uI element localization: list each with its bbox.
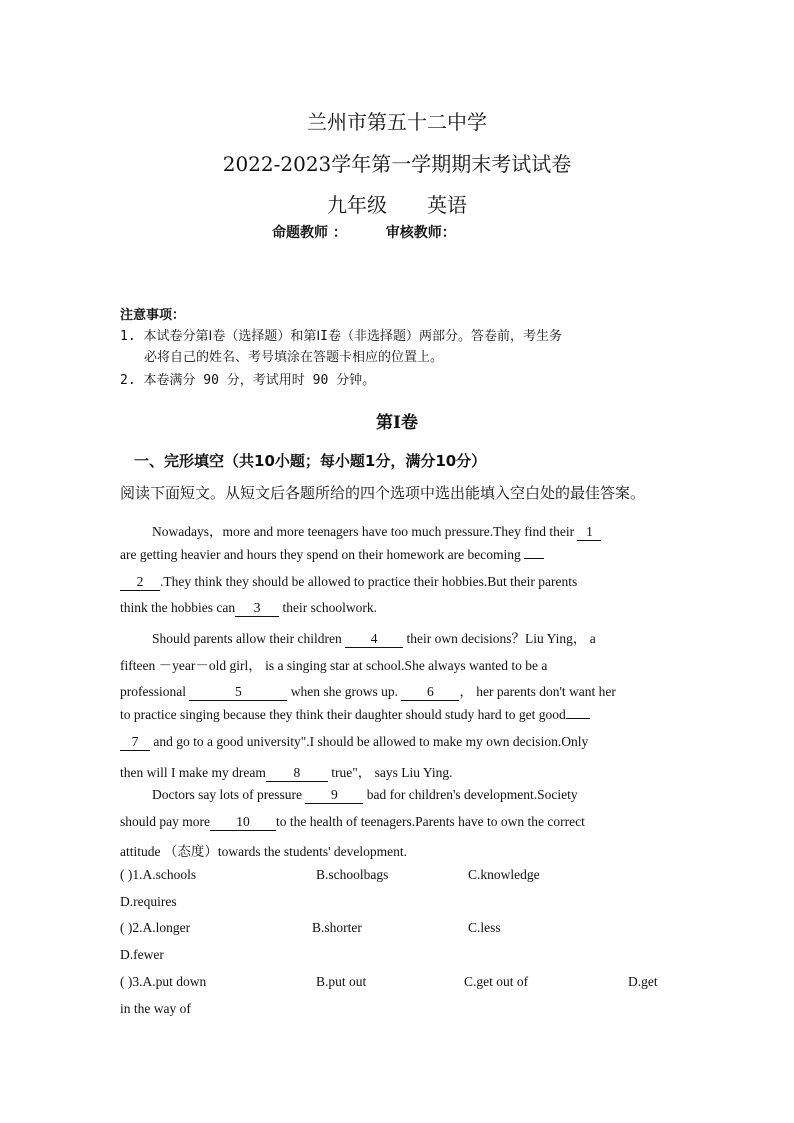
school-name: 兰州市第五十二中学 xyxy=(307,110,487,134)
passage-line: then will I make my dream 8 true"， says Liu Ying. xyxy=(120,765,453,780)
blank-3: 3 xyxy=(235,600,279,617)
passage-line: attitude （态度）towards the students' development. xyxy=(120,844,408,859)
blank-5: 5 xyxy=(189,684,287,701)
grade: 九年级 xyxy=(327,193,387,217)
blank-10: 10 xyxy=(210,814,276,831)
passage-line: 7 and go to a good university".I should be allowed to make my own decision.Only xyxy=(120,734,680,751)
passage-line: to practice singing because they think their daughter should study hard to get good xyxy=(120,707,680,723)
teacher-label: 命题教师 ： xyxy=(272,225,347,241)
passage-line: 2 .They think they should be allowed to practice their hobbies.But their parents xyxy=(120,574,680,591)
blank-1: 1 xyxy=(577,524,601,541)
question-2-a: ( )2.A.longer xyxy=(120,920,191,935)
teacher-info xyxy=(272,222,456,242)
blank-4: 4 xyxy=(345,631,403,648)
blank-9: 9 xyxy=(305,787,363,804)
passage-line: should pay more 10 to the health of teenagers.Parents have to own the correct xyxy=(120,814,585,829)
reviewer-label: 审核教师： xyxy=(385,225,456,241)
question-1-b: B.schoolbags xyxy=(316,867,389,882)
passage-line: Nowadays，more and more teenagers have too much pressure.They find their 1 xyxy=(152,520,680,541)
question-2-b: B.shorter xyxy=(312,920,362,935)
question-1-d: D.requires xyxy=(120,894,177,909)
question-3-c: C.get out of xyxy=(464,974,529,989)
question-1-c: C.knowledge xyxy=(468,867,540,882)
grade-subject xyxy=(0,189,794,218)
question-3-d-cont: in the way of xyxy=(120,1001,191,1016)
notice-item-1-cont: 必将自己的姓名、考号填涂在答题卡相应的位置上。 xyxy=(144,350,444,365)
notice-item-1: 1. 本试卷分第Ⅰ卷（选择题）和第ⅠI卷（非选择题）两部分。答卷前，考生务 xyxy=(120,329,562,344)
question-3-d: D.get xyxy=(628,974,658,989)
notice-item-2: 2. 本卷满分 90 分，考试用时 90 分钟。 xyxy=(120,373,376,388)
question-2-d: D.fewer xyxy=(120,947,164,962)
passage-line: professional 5 when she grows up. 6 ， her parents don't want her xyxy=(120,684,616,699)
part-title: 第Ⅰ卷 xyxy=(376,413,418,433)
blank-7: 7 xyxy=(120,734,150,751)
question-3-b: B.put out xyxy=(316,974,367,989)
blank-8: 8 xyxy=(266,765,328,782)
passage-line: Should parents allow their children 4 their own decisions？Liu Ying， a xyxy=(152,631,596,646)
blank-2-start xyxy=(524,558,544,559)
exam-title: 2022-2023学年第一学期期末考试试卷 xyxy=(222,152,572,176)
section-title: 一、完形填空（共10小题；每小题1分，满分10分） xyxy=(134,452,487,470)
question-3-a: ( )3.A.put down xyxy=(120,974,207,989)
notice-title: 注意事项： xyxy=(120,308,186,323)
subject: 英语 xyxy=(427,193,467,217)
blank-7-start xyxy=(566,718,590,719)
passage-line: fifteen －year－old girl， is a singing star at school.She always wanted to be a xyxy=(120,658,548,673)
question-2-c: C.less xyxy=(468,920,501,935)
passage-line: Doctors say lots of pressure 9 bad for children's development.Society xyxy=(152,787,578,802)
blank-2: 2 xyxy=(120,574,160,591)
blank-6: 6 xyxy=(401,684,459,701)
passage-line: are getting heavier and hours they spend on their homework are becoming xyxy=(120,547,680,563)
passage-line: think the hobbies can 3 their schoolwork. xyxy=(120,600,377,615)
question-1-a: ( )1.A.schools xyxy=(120,867,197,882)
section-instruction: 阅读下面短文。从短文后各题所给的四个选项中选出能填入空白处的最佳答案。 xyxy=(120,484,646,502)
